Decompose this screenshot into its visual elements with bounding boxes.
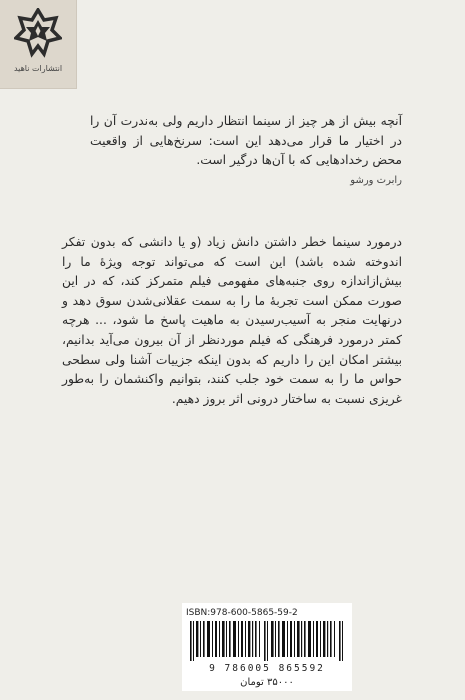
isbn-text: ISBN:978-600-5865-59-2 [186,608,298,618]
publisher-star-logo-icon [14,8,62,58]
price-label: ۳۵۰۰۰ تومان [240,677,294,688]
barcode-box [182,603,352,691]
publisher-name: انتشارات ناهید [13,64,63,73]
blurb-paragraph: درمورد سینما خطر داشتن دانش زیاد (و یا دانشی که بدون تفکر اندوخته شده باشد) این است که می‌تواند توجه ویژهٔ ما را بیش‌ازاندازه روی جنبه‌های مفهومی فیلم متمرکز کند، که در این صورت ممکن است تجربهٔ ما را به سمت عقلانی‌شدن سوق دهد و درنهایت منجر به آسیب‌رسیدن به ماهیت پاسخ ما شود، ... هرچه کمتر درمورد فرهنگی که فیلم موردنظر از آن بیرون می‌آید بدانیم، بیشتر امکان این را داریم که بدون اینکه جزییات آشنا ولی سطحی حواس ما را به سمت خود جلب کنند، بتوانیم واکنشمان را به‌طور غریزی نسبت به ساختار درونی اثر بروز دهیم. [62,235,402,406]
publisher-logo-box [0,0,77,89]
epigraph-quote: آنچه بیش از هر چیز از سینما انتظار داریم ولی به‌ندرت آن را در اختیار ما قرار می‌دهد این است: سرنخ‌هایی از واقعیت محض رخدادهایی که با آن‌ها درگیر است. [90,114,402,168]
barcode-icon [188,621,346,661]
barcode-digits: 9 786005 865592 [209,663,325,674]
quote-author: رابرت ورشو [350,175,402,186]
